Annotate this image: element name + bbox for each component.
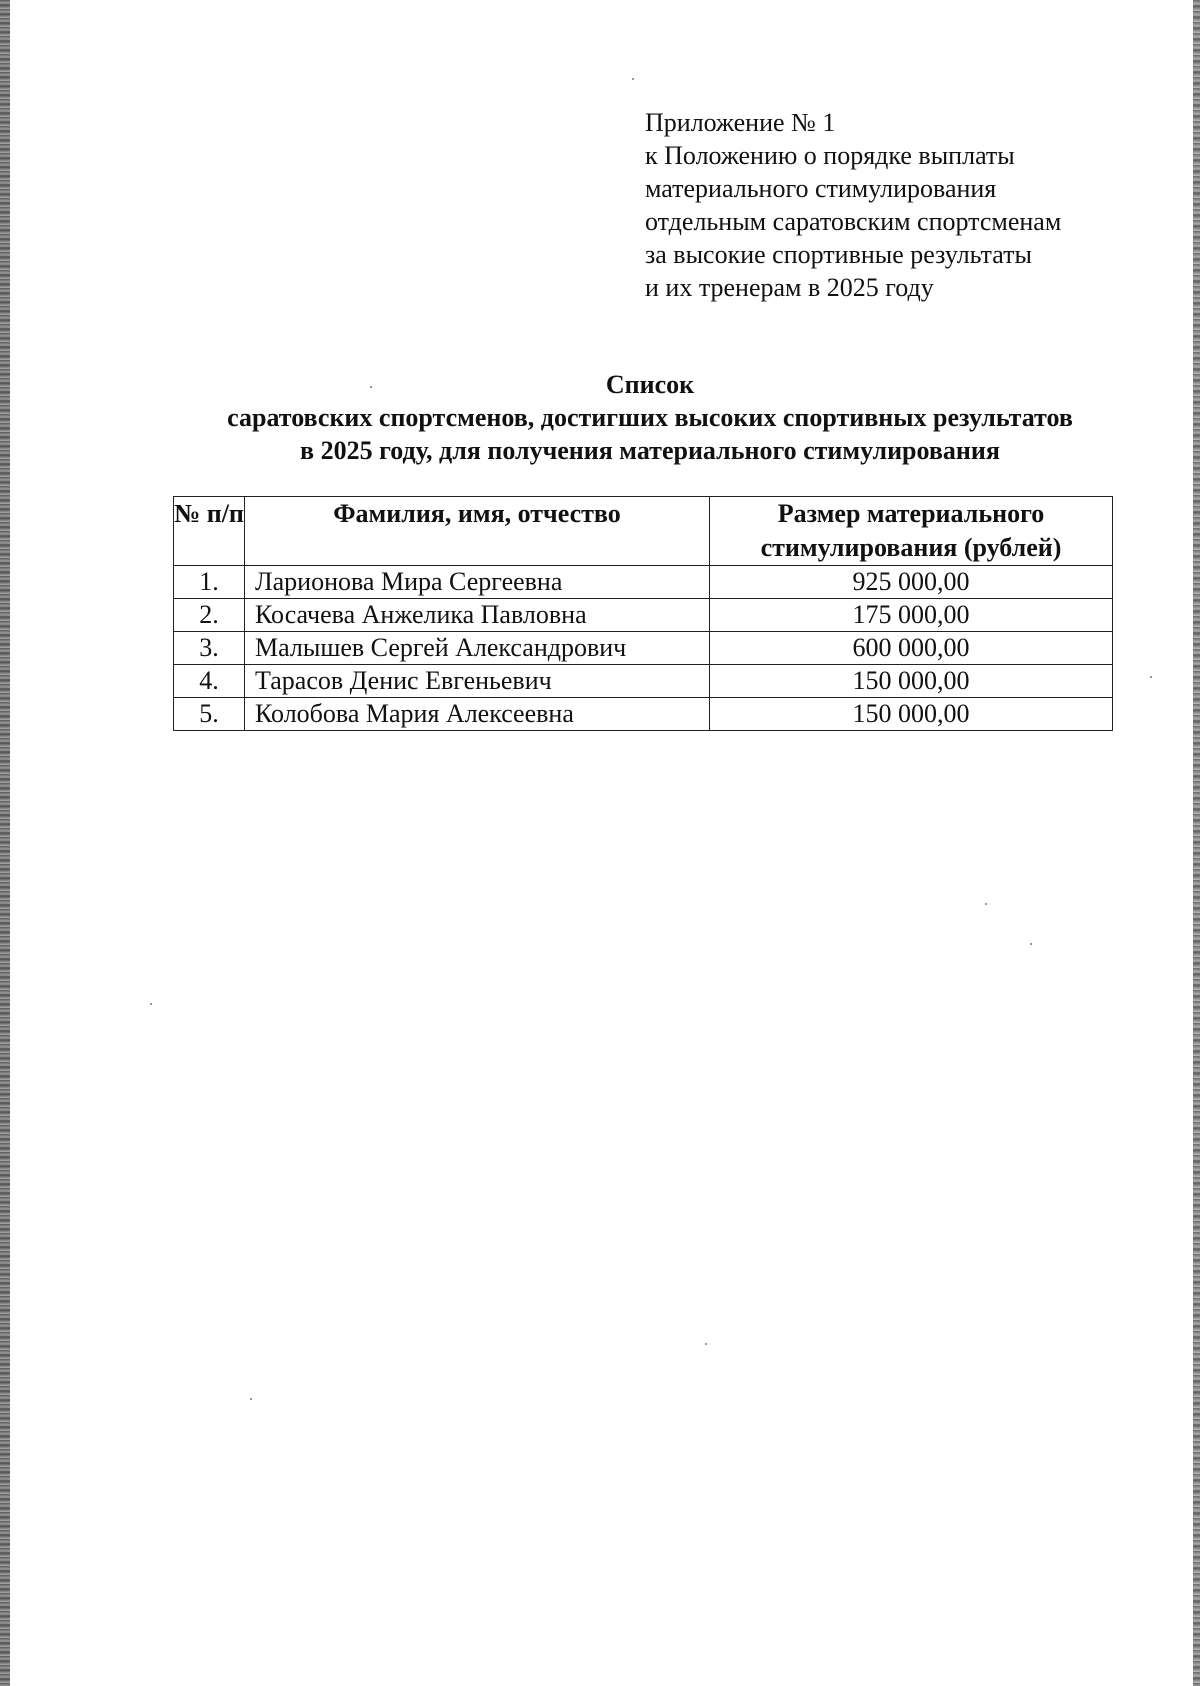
document-title xyxy=(150,368,1150,467)
scan-speck xyxy=(150,1003,152,1005)
appendix-line: материального стимулирования xyxy=(645,174,997,203)
row-num: 4. xyxy=(174,665,245,698)
table-row xyxy=(174,632,1113,665)
scan-speck xyxy=(705,1343,707,1345)
scan-speck xyxy=(632,78,634,80)
row-name: Косачева Анжелика Павловна xyxy=(245,599,710,632)
header-name: Фамилия, имя, отчество xyxy=(245,497,710,566)
header-amount: Размер материального стимулирования (рублей) xyxy=(710,497,1113,566)
scan-speck xyxy=(1030,943,1032,945)
row-amount: 150 000,00 xyxy=(710,665,1113,698)
appendix-line: и их тренерам в 2025 году xyxy=(645,273,934,302)
appendix-line: отдельным саратовским спортсменам xyxy=(645,207,1062,236)
title-line: саратовских спортсменов, достигших высоких спортивных результатов xyxy=(227,403,1073,432)
table-row xyxy=(174,566,1113,599)
table-row xyxy=(174,665,1113,698)
scan-edge-right xyxy=(1193,0,1200,1686)
row-num: 1. xyxy=(174,566,245,599)
table-row xyxy=(174,698,1113,731)
scan-edge-left xyxy=(0,0,10,1686)
appendix-line: Приложение № 1 xyxy=(645,108,836,137)
appendix-line: за высокие спортивные результаты xyxy=(645,240,1032,269)
row-name: Ларионова Мира Сергеевна xyxy=(245,566,710,599)
row-num: 5. xyxy=(174,698,245,731)
appendix-note xyxy=(645,106,1061,304)
row-name: Тарасов Денис Евгеньевич xyxy=(245,665,710,698)
row-name: Колобова Мария Алексеевна xyxy=(245,698,710,731)
row-amount: 150 000,00 xyxy=(710,698,1113,731)
table-row xyxy=(174,599,1113,632)
row-num: 2. xyxy=(174,599,245,632)
row-num: 3. xyxy=(174,632,245,665)
scan-speck xyxy=(1150,676,1152,678)
row-amount: 925 000,00 xyxy=(710,566,1113,599)
scan-speck xyxy=(250,1398,252,1400)
appendix-line: к Положению о порядке выплаты xyxy=(645,141,1015,170)
row-name: Малышев Сергей Александрович xyxy=(245,632,710,665)
table-header-row xyxy=(174,497,1113,566)
scan-speck xyxy=(985,903,987,905)
row-amount: 600 000,00 xyxy=(710,632,1113,665)
athletes-table xyxy=(173,496,1113,731)
title-heading: Список xyxy=(605,370,695,399)
row-amount: 175 000,00 xyxy=(710,599,1113,632)
header-num: № п/п xyxy=(174,497,245,566)
title-line: в 2025 году, для получения материального стимулирования xyxy=(300,436,1000,465)
